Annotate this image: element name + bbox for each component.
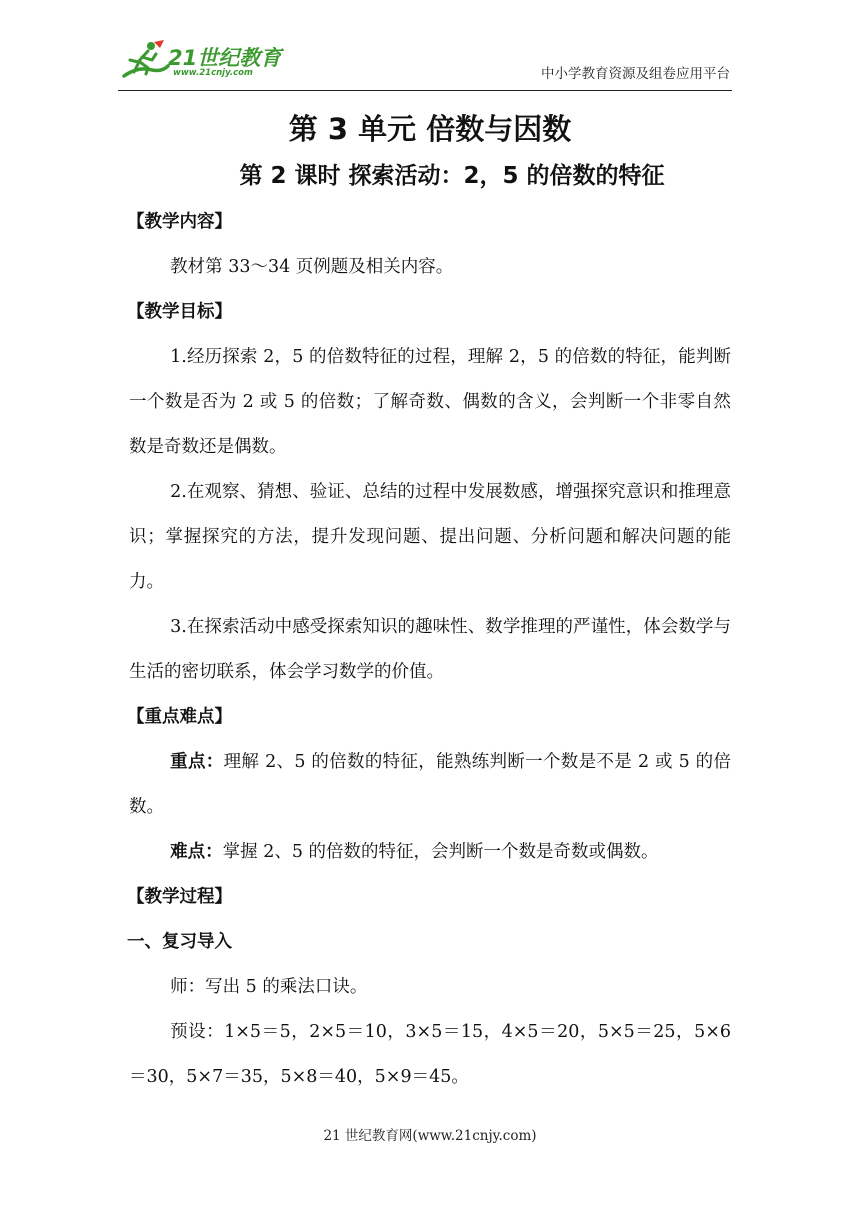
paragraph: 预设：1×5＝5，2×5＝10，3×5＝15，4×5＝20，5×5＝25，5×6＝30，5×7＝35，5×8＝40，5×9＝45。 <box>129 1022 731 1087</box>
page-subtitle: 第 2 课时 探索活动：2，5 的倍数的特征 <box>239 163 665 189</box>
paragraph-key-point <box>129 740 731 830</box>
paragraph: 1.经历探索 2，5 的倍数特征的过程，理解 2，5 的倍数的特征，能判断一个数是否为 2 或 5 的倍数；了解奇数、偶数的含义，会判断一个非零自然数是奇数还是偶数。 <box>129 347 731 457</box>
logo <box>118 38 288 84</box>
subsection-heading: 一、复习导入 <box>127 932 232 952</box>
section-heading-content: 【教学内容】 <box>127 212 232 232</box>
section-heading-process: 【教学过程】 <box>127 887 232 907</box>
paragraph: 教材第 33～34 页例题及相关内容。 <box>170 257 454 277</box>
section-heading-objectives: 【教学目标】 <box>127 302 232 322</box>
difficulty-text: 掌握 2、5 的倍数的特征，会判断一个数是奇数或偶数。 <box>222 842 659 862</box>
key-text: 理解 2、5 的倍数的特征，能熟练判断一个数是不是 2 或 5 的倍数。 <box>129 752 731 817</box>
page-header <box>118 38 732 91</box>
key-label: 重点： <box>170 752 224 772</box>
paragraph: 2.在观察、猜想、验证、总结的过程中发展数感，增强探究意识和推理意识；掌握探究的方法，提升发现问题、提出问题、分析问题和解决问题的能力。 <box>129 482 731 592</box>
runner-logo-icon <box>118 40 170 80</box>
logo-url: www.21cnjy.com <box>173 68 253 78</box>
section-heading-key-points: 【重点难点】 <box>127 707 232 727</box>
difficulty-label: 难点： <box>170 842 223 862</box>
document-body <box>129 200 731 1100</box>
page-footer: 21 世纪教育网(www.21cnjy.com) <box>323 1128 537 1144</box>
platform-name: 中小学教育资源及组卷应用平台 <box>541 66 730 82</box>
paragraph: 3.在探索活动中感受探索知识的趣味性、数学推理的严谨性，体会数学与生活的密切联系，体会学习数学的价值。 <box>129 617 731 682</box>
logo-text: 21世纪教育 <box>168 46 282 70</box>
page-title: 第 3 单元 倍数与因数 <box>288 112 572 146</box>
paragraph: 师：写出 5 的乘法口诀。 <box>170 977 368 997</box>
paragraph-difficulty <box>129 830 731 875</box>
